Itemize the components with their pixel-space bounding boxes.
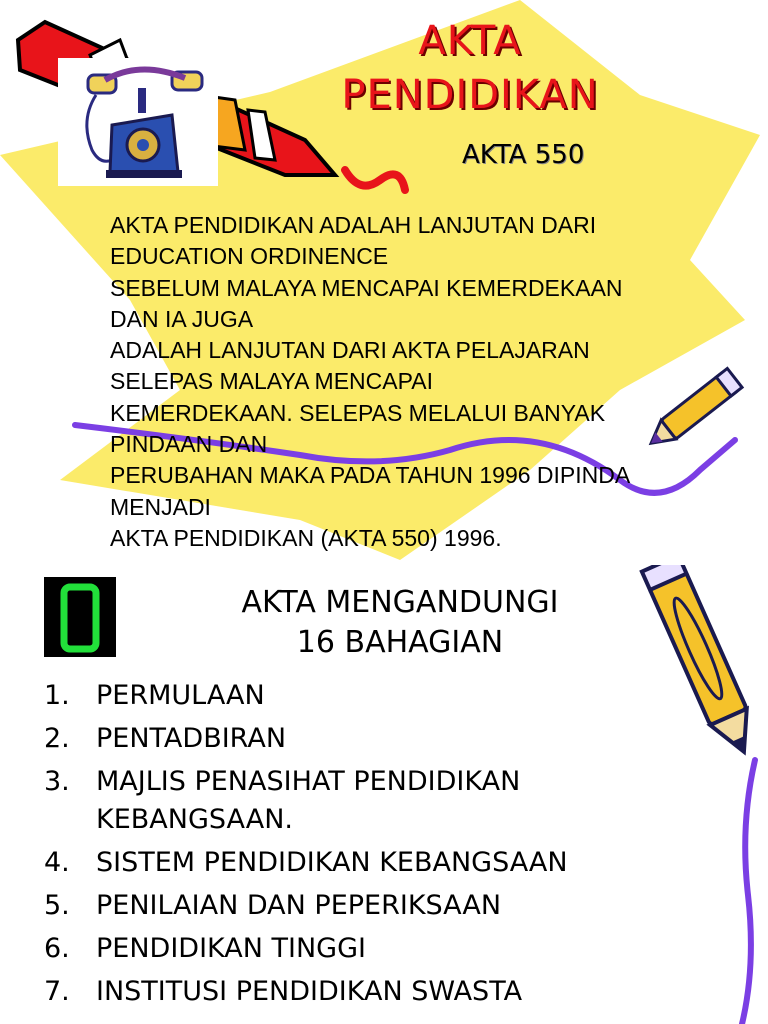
- list-item: [44, 677, 724, 715]
- list-item-text: INSTITUSI PENDIDIKAN SWASTA: [96, 976, 523, 1007]
- list-item: [44, 973, 724, 1011]
- body-line: KEMERDEKAAN. SELEPAS MELALUI BANYAK: [110, 399, 606, 426]
- list-item-number: 3.: [44, 766, 70, 797]
- list-item-number: 4.: [44, 847, 70, 878]
- slide-2-title: [180, 583, 620, 663]
- slide-2-title-line-1: AKTA MENGANDUNGI: [241, 585, 559, 620]
- body-line: SEBELUM MALAYA MENCAPAI KEMERDEKAAN: [110, 274, 623, 301]
- body-line: AKTA PENDIDIKAN (AKTA 550) 1996.: [110, 524, 502, 551]
- counter-digit-display: [44, 577, 116, 657]
- list-item: [44, 763, 724, 839]
- slide-2-title-line-2: 16 BAHAGIAN: [296, 625, 504, 660]
- slide-subtitle: AKTA 550: [462, 140, 585, 170]
- body-line: EDUCATION ORDINENCE: [110, 243, 389, 270]
- body-line: SELEPAS MALAYA MENCAPAI: [110, 368, 433, 395]
- body-line: MENJADI: [110, 493, 211, 520]
- body-line: PINDAAN DAN: [110, 431, 268, 458]
- slide-title-line-1: AKTA: [418, 18, 522, 64]
- list-item: [44, 720, 724, 758]
- list-item-text: SISTEM PENDIDIKAN KEBANGSAAN: [96, 847, 568, 878]
- body-line: DAN IA JUGA: [110, 305, 254, 332]
- slide-title-line-2: PENDIDIKAN: [341, 72, 599, 118]
- body-line: PERUBAHAN MAKA PADA TAHUN 1996 DIPINDA: [110, 462, 631, 489]
- list-item: [44, 887, 724, 925]
- list-item-text: PENDIDIKAN TINGGI: [96, 933, 366, 964]
- parts-list: [44, 677, 724, 1016]
- purple-decorative-line: [742, 760, 755, 1024]
- list-item-text: PERMULAAN: [96, 680, 265, 711]
- slide-2: [0, 565, 768, 1024]
- list-item-number: 7.: [44, 976, 70, 1007]
- list-item-number: 6.: [44, 933, 70, 964]
- list-item-number: 1.: [44, 680, 70, 711]
- body-line: ADALAH LANJUTAN DARI AKTA PELAJARAN: [110, 337, 590, 364]
- list-item: [44, 930, 724, 968]
- body-line: AKTA PENDIDIKAN ADALAH LANJUTAN DARI: [110, 212, 597, 238]
- list-item-text: PENILAIAN DAN PEPERIKSAAN: [96, 890, 502, 921]
- list-item-number: 2.: [44, 723, 70, 754]
- digital-counter-icon: [44, 577, 116, 657]
- list-item: [44, 844, 724, 882]
- list-item-text: PENTADBIRAN: [96, 723, 287, 754]
- body-text: [110, 210, 710, 554]
- list-item-text: MAJLIS PENASIHAT PENDIDIKAN KEBANGSAAN.: [96, 766, 521, 835]
- list-item-number: 5.: [44, 890, 70, 921]
